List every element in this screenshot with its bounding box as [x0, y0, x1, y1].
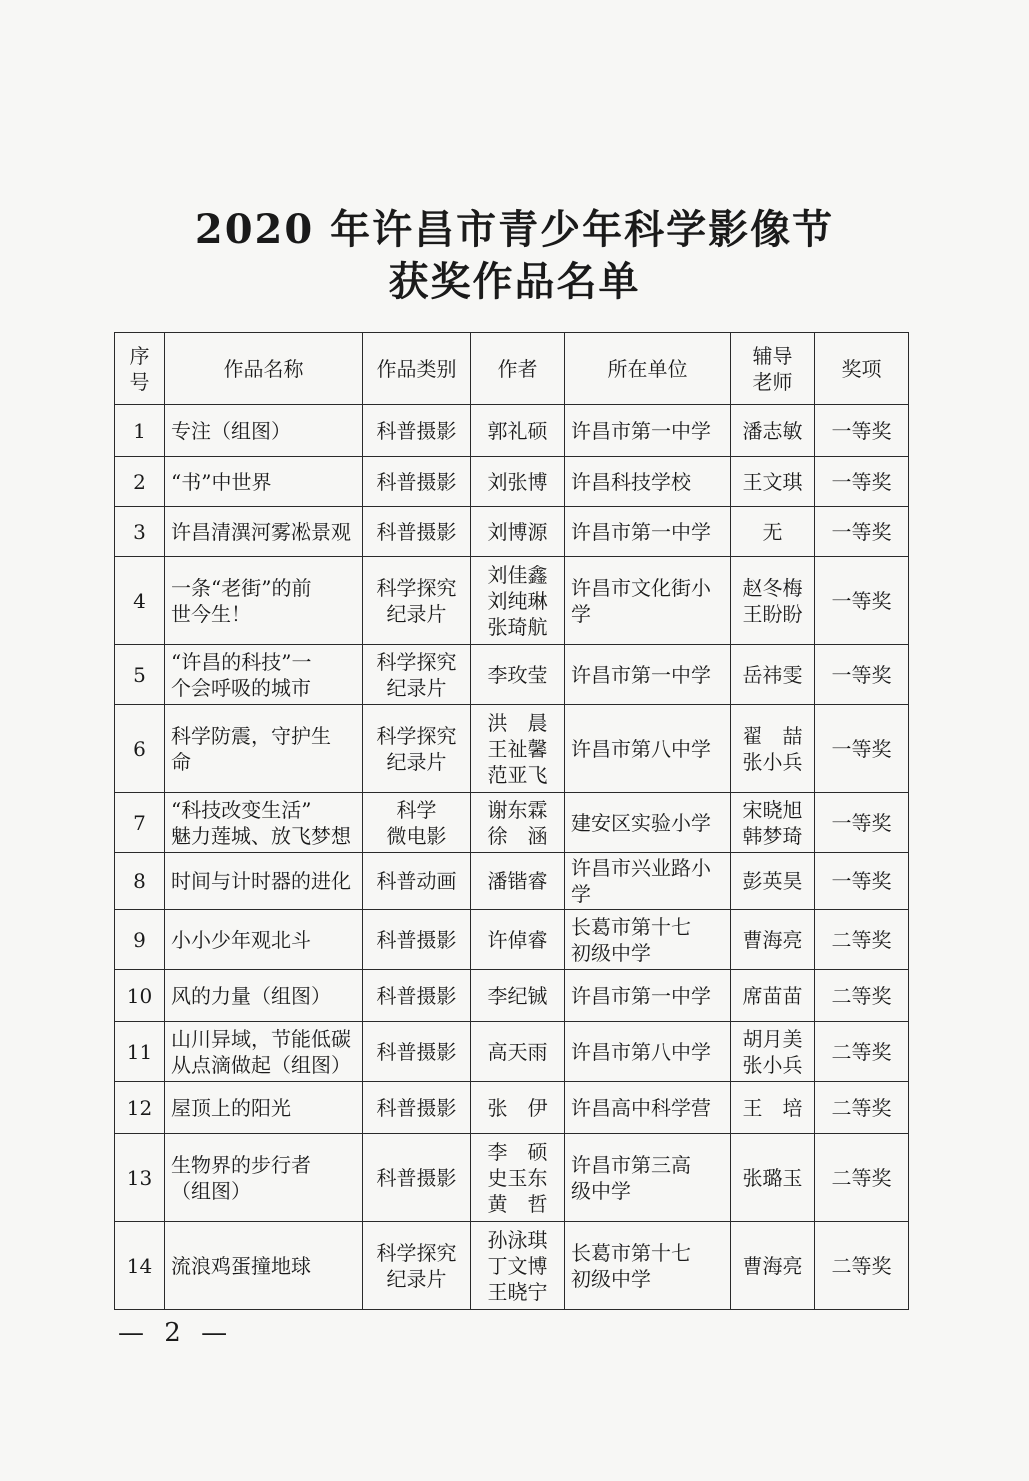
cell-award: 二等奖	[815, 1082, 909, 1134]
table-row	[115, 853, 909, 910]
cell-name: “许昌的科技”一 个会呼吸的城市	[165, 645, 363, 705]
cell-name: 时间与计时器的进化	[165, 853, 363, 910]
cell-teachers: 席苗苗	[731, 970, 815, 1022]
cell-unit: 许昌市第八中学	[565, 705, 731, 793]
cell-teachers: 王文琪	[731, 457, 815, 507]
cell-authors: 刘博源	[471, 507, 565, 557]
cell-unit: 许昌市第八中学	[565, 1022, 731, 1082]
cell-award: 二等奖	[815, 1134, 909, 1222]
cell-authors: 洪 晨 王祉馨 范亚飞	[471, 705, 565, 793]
cell-authors: 谢东霖 徐 涵	[471, 793, 565, 853]
cell-authors: 高天雨	[471, 1022, 565, 1082]
cell-authors: 郭礼硕	[471, 405, 565, 457]
cell-award: 一等奖	[815, 457, 909, 507]
cell-teachers: 曹海亮	[731, 910, 815, 970]
cell-teachers: 彭英昊	[731, 853, 815, 910]
cell-unit: 长葛市第十七 初级中学	[565, 1222, 731, 1310]
cell-category: 科普摄影	[363, 1082, 471, 1134]
table-row	[115, 405, 909, 457]
cell-authors: 刘佳鑫 刘纯琳 张琦航	[471, 557, 565, 645]
table-row	[115, 793, 909, 853]
cell-award: 一等奖	[815, 705, 909, 793]
table-row	[115, 910, 909, 970]
table-row	[115, 705, 909, 793]
cell-category: 科普摄影	[363, 405, 471, 457]
cell-unit: 许昌市第一中学	[565, 645, 731, 705]
cell-name: 一条“老街”的前 世今生！	[165, 557, 363, 645]
cell-teachers: 翟 喆 张小兵	[731, 705, 815, 793]
cell-category: 科学探究 纪录片	[363, 705, 471, 793]
table-row	[115, 507, 909, 557]
header-author: 作者	[471, 333, 565, 405]
cell-no: 5	[115, 645, 165, 705]
cell-no: 10	[115, 970, 165, 1022]
cell-authors: 李纪铖	[471, 970, 565, 1022]
cell-name: 许昌清潩河雾凇景观	[165, 507, 363, 557]
cell-award: 二等奖	[815, 910, 909, 970]
cell-award: 二等奖	[815, 970, 909, 1022]
cell-award: 一等奖	[815, 645, 909, 705]
cell-no: 4	[115, 557, 165, 645]
header-name: 作品名称	[165, 333, 363, 405]
cell-category: 科普摄影	[363, 507, 471, 557]
cell-no: 14	[115, 1222, 165, 1310]
cell-unit: 许昌市第一中学	[565, 405, 731, 457]
cell-teachers: 王 培	[731, 1082, 815, 1134]
table-row	[115, 1222, 909, 1310]
cell-authors: 张 伊	[471, 1082, 565, 1134]
cell-name: 生物界的步行者 （组图）	[165, 1134, 363, 1222]
cell-no: 8	[115, 853, 165, 910]
header-no: 序 号	[115, 333, 165, 405]
cell-authors: 潘锴睿	[471, 853, 565, 910]
cell-no: 11	[115, 1022, 165, 1082]
cell-unit: 长葛市第十七 初级中学	[565, 910, 731, 970]
cell-teachers: 无	[731, 507, 815, 557]
table-row	[115, 1082, 909, 1134]
cell-category: 科普动画	[363, 853, 471, 910]
cell-award: 一等奖	[815, 405, 909, 457]
cell-award: 一等奖	[815, 507, 909, 557]
cell-award: 一等奖	[815, 793, 909, 853]
cell-no: 7	[115, 793, 165, 853]
award-table	[114, 332, 909, 1310]
cell-category: 科普摄影	[363, 457, 471, 507]
cell-no: 2	[115, 457, 165, 507]
cell-category: 科普摄影	[363, 910, 471, 970]
cell-name: “书”中世界	[165, 457, 363, 507]
header-unit: 所在单位	[565, 333, 731, 405]
cell-teachers: 宋晓旭 韩梦琦	[731, 793, 815, 853]
page-number: — 2 —	[118, 1318, 234, 1348]
cell-authors: 刘张博	[471, 457, 565, 507]
cell-category: 科学 微电影	[363, 793, 471, 853]
cell-teachers: 张璐玉	[731, 1134, 815, 1222]
cell-name: 流浪鸡蛋撞地球	[165, 1222, 363, 1310]
cell-teachers: 曹海亮	[731, 1222, 815, 1310]
cell-no: 3	[115, 507, 165, 557]
cell-no: 6	[115, 705, 165, 793]
cell-name: 屋顶上的阳光	[165, 1082, 363, 1134]
cell-category: 科普摄影	[363, 970, 471, 1022]
document-subtitle: 获奖作品名单	[388, 258, 641, 305]
cell-unit: 许昌市兴业路小学	[565, 853, 731, 910]
cell-teachers: 赵冬梅 王盼盼	[731, 557, 815, 645]
header-teacher: 辅导 老师	[731, 333, 815, 405]
cell-unit: 许昌市第三高 级中学	[565, 1134, 731, 1222]
table-row	[115, 557, 909, 645]
cell-category: 科学探究 纪录片	[363, 1222, 471, 1310]
cell-unit: 许昌市第一中学	[565, 970, 731, 1022]
cell-authors: 许倬睿	[471, 910, 565, 970]
table-row	[115, 457, 909, 507]
cell-award: 一等奖	[815, 557, 909, 645]
table-row	[115, 645, 909, 705]
table-row	[115, 1134, 909, 1222]
cell-unit: 许昌科技学校	[565, 457, 731, 507]
cell-category: 科普摄影	[363, 1134, 471, 1222]
cell-category: 科学探究 纪录片	[363, 645, 471, 705]
cell-award: 二等奖	[815, 1022, 909, 1082]
cell-teachers: 胡月美 张小兵	[731, 1022, 815, 1082]
cell-authors: 李玫莹	[471, 645, 565, 705]
cell-unit: 许昌高中科学营	[565, 1082, 731, 1134]
table-row	[115, 970, 909, 1022]
cell-name: 风的力量（组图）	[165, 970, 363, 1022]
cell-name: 山川异域，节能低碳 从点滴做起（组图）	[165, 1022, 363, 1082]
cell-no: 12	[115, 1082, 165, 1134]
cell-name: 专注（组图）	[165, 405, 363, 457]
cell-authors: 李 硕 史玉东 黄 哲	[471, 1134, 565, 1222]
cell-no: 1	[115, 405, 165, 457]
cell-award: 二等奖	[815, 1222, 909, 1310]
cell-unit: 许昌市文化街小学	[565, 557, 731, 645]
table-row	[115, 1022, 909, 1082]
cell-teachers: 潘志敏	[731, 405, 815, 457]
cell-category: 科普摄影	[363, 1022, 471, 1082]
table-header-row	[115, 333, 909, 405]
cell-category: 科学探究 纪录片	[363, 557, 471, 645]
cell-name: 科学防震，守护生 命	[165, 705, 363, 793]
cell-unit: 建安区实验小学	[565, 793, 731, 853]
cell-no: 13	[115, 1134, 165, 1222]
cell-unit: 许昌市第一中学	[565, 507, 731, 557]
cell-award: 一等奖	[815, 853, 909, 910]
document-title: 2020 年许昌市青少年科学影像节	[194, 206, 835, 253]
cell-authors: 孙泳琪 丁文博 王晓宁	[471, 1222, 565, 1310]
header-award: 奖项	[815, 333, 909, 405]
cell-name: “科技改变生活” 魅力莲城、放飞梦想	[165, 793, 363, 853]
cell-teachers: 岳祎雯	[731, 645, 815, 705]
cell-no: 9	[115, 910, 165, 970]
cell-name: 小小少年观北斗	[165, 910, 363, 970]
header-category: 作品类别	[363, 333, 471, 405]
